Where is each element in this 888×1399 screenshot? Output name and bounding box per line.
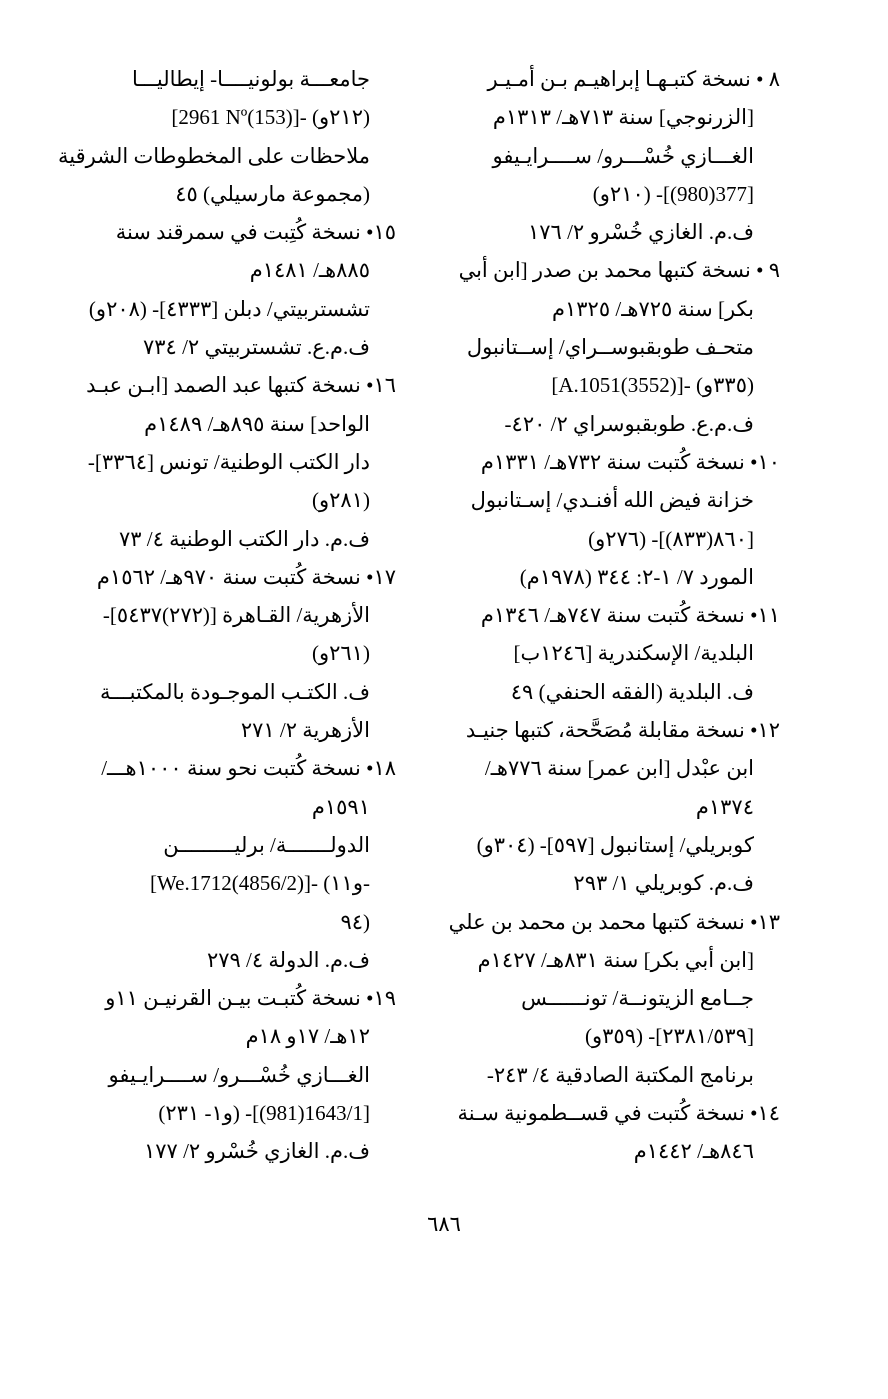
entry-line: (٢٨١و) <box>312 488 370 513</box>
entry-line: (٢٦١و) <box>312 641 370 666</box>
entry-start-line: ١٤• نسخة كُتبت في قســطمونية سـنة <box>457 1101 780 1126</box>
entry-line: ملاحظات على المخطوطات الشرقية <box>58 143 370 168</box>
entry-line: ف. البلدية (الفقه الحنفي) ٤٩ <box>510 679 754 704</box>
entry-start-line: ١٥• نسخة كُتِبت في سمرقند سنة <box>115 220 396 245</box>
entry-start-line: ١٦• نسخة كتبها عبد الصمد [ابـن عبـد <box>86 373 396 398</box>
entry-line: [We.1712(4856/2)]- (و١١- <box>150 871 370 896</box>
entry-line: ف.م. الدولة ٤/ ٢٧٩ <box>206 947 370 972</box>
entry-line: الغـــازي خُسْـــرو/ ســــرايـيفو <box>108 1062 370 1087</box>
entry-line: ف.م. الغازي خُسْرو ٢/ ١٧٦ <box>527 220 754 245</box>
entry-line: [٨٦٠(٨٣٣)]- (٢٧٦و) <box>588 526 754 551</box>
entry-start-line: ١٨• نسخة كُتبت نحو سنة ١٠٠٠هـــ/ <box>101 756 396 781</box>
entry-line: ٩٤) <box>340 909 370 934</box>
entry-line: ف.م.ع. طوبقبوسراي ٢/ ٤٢٠- <box>504 411 754 436</box>
entry-line: تشستربيتي/ دبلن [٤٣٣٣]- (٢٠٨و) <box>88 296 370 321</box>
entry-line: ٨٨٥هـ/ ١٤٨١م <box>249 258 370 283</box>
entry-line: ١٣٧٤م <box>695 794 754 819</box>
entry-start-line: ١٢• نسخة مقابلة مُصَحَّحة، كتبها جنيـد <box>465 718 780 743</box>
entry-line: جــامع الزيتونــة/ تونــــــس <box>521 986 754 1011</box>
entry-line: ف.م. كوبريلي ١/ ٢٩٣ <box>573 871 754 896</box>
entry-line: الأزهرية/ القـاهرة [(٢٧٢)٥٤٣٧]- <box>102 603 370 628</box>
entry-start-line: ١٣• نسخة كتبها محمد بن محمد بن علي <box>448 909 780 934</box>
entry-line: جامعـــة بولونيــــا- إيطاليـــا <box>132 67 370 91</box>
entry-line: الواحد] سنة ٨٩٥هـ/ ١٤٨٩م <box>144 411 370 436</box>
entry-line: [٢٣٨١/٥٣٩]- (٣٥٩و) <box>584 1024 754 1049</box>
entry-line: الأزهرية ٢/ ٢٧١ <box>240 718 370 743</box>
entry-line: [1643/1(981)]- (و١- ٢٣١) <box>158 1101 370 1126</box>
entry-line: برنامج المكتبة الصادقية ٤/ ٢٤٣- <box>486 1062 754 1087</box>
entry-line: بكر] سنة ٧٢٥هـ/ ١٣٢٥م <box>551 296 754 321</box>
entry-line: دار الكتب الوطنية/ تونس [٣٣٦٤]- <box>87 449 370 474</box>
entry-line: [الزرنوجي] سنة ٧١٣هـ/ ١٣١٣م <box>492 105 754 130</box>
entry-start-line: ١٠• نسخة كُتبت سنة ٧٣٢هـ/ ١٣٣١م <box>480 449 780 474</box>
left-column <box>58 60 396 1171</box>
entry-line: (مجموعة مارسيلي) ٤٥ <box>175 181 370 206</box>
entry-line: الغـــازي خُسْـــرو/ ســــرايـيفو <box>492 143 754 168</box>
entry-line: ف.م. دار الكتب الوطنية ٤/ ٧٣ <box>118 526 370 551</box>
entry-start-line: ١١• نسخة كُتبت سنة ٧٤٧هـ/ ١٣٤٦م <box>480 603 780 628</box>
entry-line: [2961 Nº(153)]- (٢١٢و) <box>171 105 370 130</box>
entry-start-line: ٩ • نسخة كتبها محمد بن صدر [ابن أبي <box>458 258 780 283</box>
entry-start-line: ١٧• نسخة كُتبت سنة ٩٧٠هـ/ ١٥٦٢م <box>96 564 396 589</box>
entry-line: المورد ٧/ ١-٢: ٣٤٤ (١٩٧٨م) <box>519 564 754 589</box>
entry-start-line: ٨ • نسخة كتبـهـا إبراهيـم بـن أمـيـر <box>487 67 780 91</box>
entry-line: [ابن أبي بكر] سنة ٨٣١هـ/ ١٤٢٧م <box>477 947 754 972</box>
entry-line: ف. الكتـب الموجـودة بالمكتبـــة <box>99 679 370 704</box>
right-column <box>445 60 780 1171</box>
entry-line: ف.م.ع. تشستربيتي ٢/ ٧٣٤ <box>142 335 370 360</box>
page-number: ٦٨٦ <box>427 1212 461 1236</box>
entry-line: ف.م. الغازي خُسْرو ٢/ ١٧٧ <box>143 1139 370 1164</box>
entry-line: [A.1051(3552)]- (٣٣٥و) <box>551 373 754 398</box>
entry-line: ١٥٩١م <box>311 794 370 819</box>
entry-line: الدولـــــــة/ برليـــــــــن <box>163 832 370 857</box>
entry-line: ٨٤٦هـ/ ١٤٤٢م <box>633 1139 754 1164</box>
entry-line: خزانة فيض الله أفنـدي/ إسـتانبول <box>470 488 754 513</box>
entry-line: ١٢هـ/ ١٧و ١٨م <box>245 1024 370 1049</box>
entry-line: [377(980)]- (٢١٠و) <box>592 181 754 206</box>
entry-line: ابن عبْدل [ابن عمر] سنة ٧٧٦هـ/ <box>484 756 754 781</box>
entry-line: متحـف طوبقبوســراي/ إســتانبول <box>466 335 754 360</box>
entry-line: كوبريلي/ إستانبول [٥٩٧]- (٣٠٤و) <box>476 832 754 857</box>
entry-start-line: ١٩• نسخة كُتبـت بيـن القرنيـن ١١و <box>105 986 396 1011</box>
entry-line: البلدية/ الإسكندرية [١٢٤٦ب] <box>513 641 754 666</box>
